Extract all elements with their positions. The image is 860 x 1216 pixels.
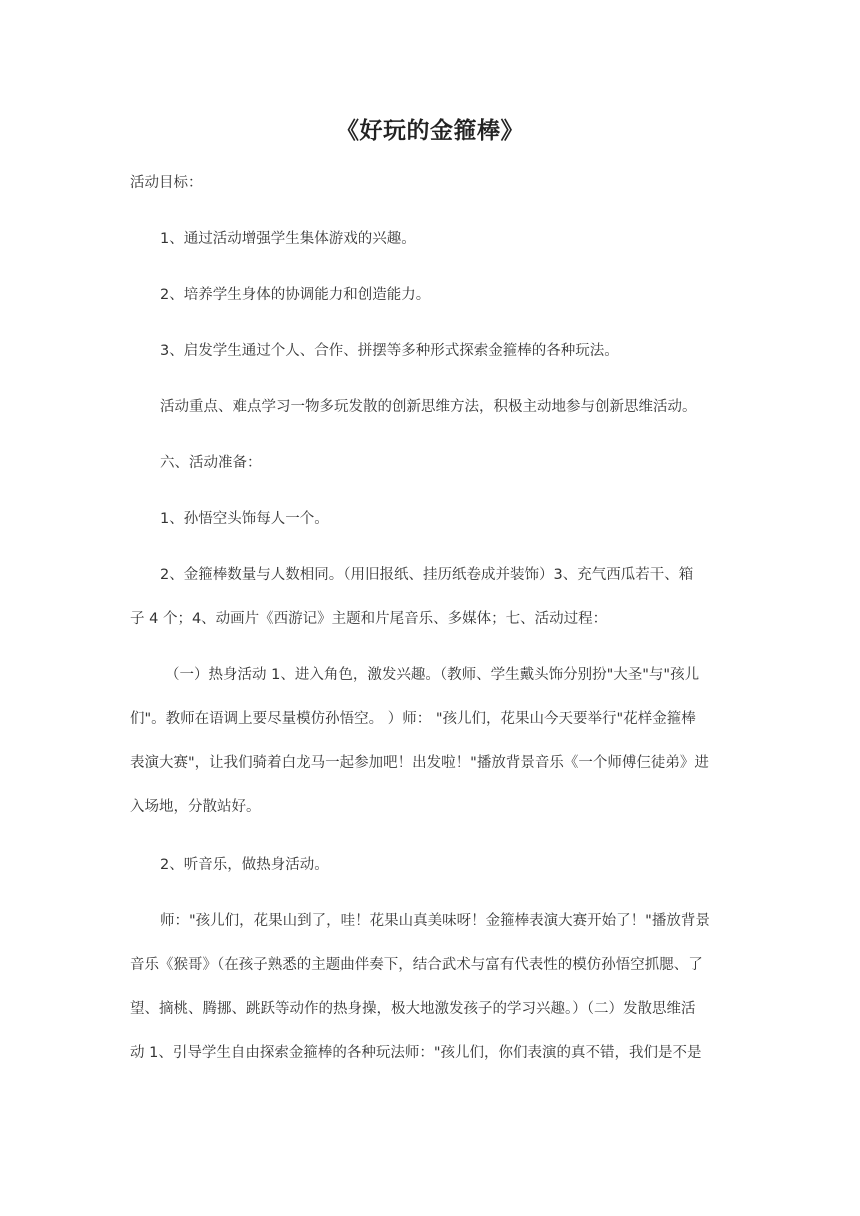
paragraph-line: 活动重点、难点学习一物多玩发散的创新思维方法，积极主动地参与创新思维活动。 (160, 399, 697, 415)
paragraph-line: 师："孩儿们，花果山到了，哇！花果山真美味呀！金箍棒表演大赛开始了！"播放背景 (160, 913, 710, 929)
paragraph-line: 子 4 个；4、动画片《西游记》主题和片尾音乐、多媒体；七、活动过程： (130, 611, 608, 627)
paragraph-line: 活动目标： (130, 175, 203, 191)
paragraph-line: （一）热身活动 1、进入角色，激发兴趣。（教师、学生戴头饰分别扮"大圣"与"孩儿 (165, 667, 700, 683)
paragraph-line: 1、孙悟空头饰每人一个。 (160, 511, 329, 527)
paragraph-line: 们"。教师在语调上要尽量模仿孙悟空。 ）师： "孩儿们，花果山今天要举行"花样金箍棒 (130, 711, 696, 727)
paragraph-line: 动 1、引导学生自由探索金箍棒的各种玩法师："孩儿们，你们表演的真不错，我们是不是 (130, 1045, 702, 1061)
paragraph-line: 望、摘桃、腾挪、跳跃等动作的热身操，极大地激发孩子的学习兴趣。）（二）发散思维活 (130, 1001, 696, 1017)
paragraph-line: 音乐《猴哥》（在孩子熟悉的主题曲伴奏下，结合武术与富有代表性的模仿孙悟空抓腮、了 (130, 957, 703, 973)
paragraph-line: 1、通过活动增强学生集体游戏的兴趣。 (160, 231, 416, 247)
paragraph-line: 2、听音乐，做热身活动。 (160, 857, 329, 873)
paragraph-line: 入场地，分散站好。 (130, 799, 261, 815)
paragraph-line: 六、活动准备： (160, 455, 262, 471)
paragraph-line: 2、金箍棒数量与人数相同。（用旧报纸、挂历纸卷成并装饰）3、充气西瓜若干、箱 (160, 567, 694, 583)
paragraph-line: 表演大赛"，让我们骑着白龙马一起参加吧！出发啦！"播放背景音乐《一个师傅仨徒弟》进 (130, 755, 709, 771)
paragraph-line: 2、培养学生身体的协调能力和创造能力。 (160, 287, 431, 303)
document-title: 《好玩的金箍棒》 (336, 118, 524, 144)
paragraph-line: 3、启发学生通过个人、合作、拼摆等多种形式探索金箍棒的各种玩法。 (160, 343, 619, 359)
